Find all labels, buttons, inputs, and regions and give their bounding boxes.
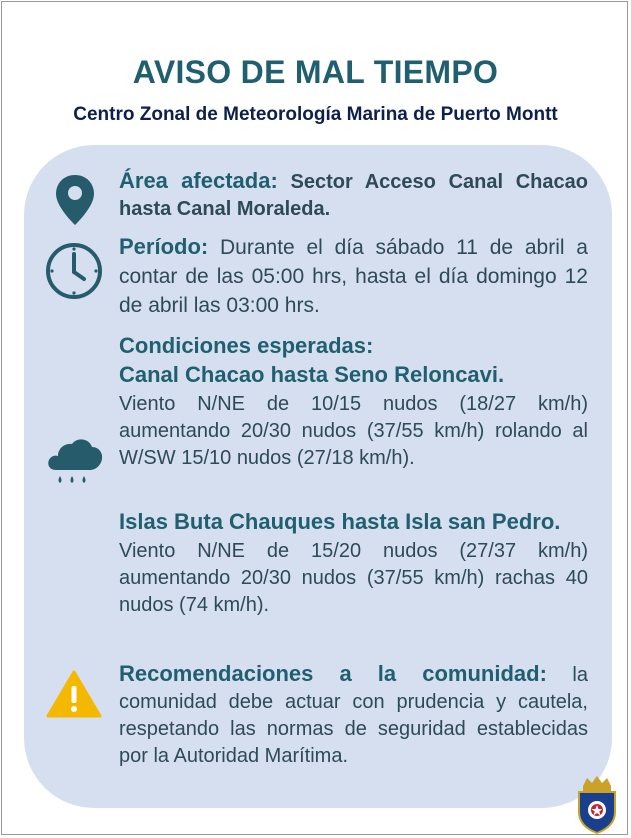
area-section	[119, 167, 588, 223]
zone-1	[119, 360, 588, 472]
condiciones-header	[119, 331, 588, 360]
periodo-text: Durante el día sábado 11 de abril a contar de las 05:00 hrs, hasta el día domingo 12 de abril las 03:00 hrs.	[119, 236, 588, 317]
recomendaciones-label: Recomendaciones a la comunidad:	[119, 661, 547, 686]
warning-icon	[46, 669, 102, 719]
location-pin-icon	[55, 174, 95, 226]
area-text: Sector Acceso Canal Chacao hasta Canal Moraleda.	[119, 171, 588, 220]
zone-1-text: Viento N/NE de 10/15 nudos (18/27 km/h) aumentando 20/30 nudos (37/55 km/h) rolando al W/SW 15/10 nudos (27/18 km/h).	[119, 393, 588, 469]
page-subtitle: Centro Zonal de Meteorología Marina de Puerto Montt	[73, 104, 558, 125]
periodo-label: Período:	[119, 234, 209, 259]
clock-icon	[44, 241, 104, 301]
zone-2	[119, 507, 588, 619]
area-label: Área afectada:	[119, 168, 278, 193]
page-title: AVISO DE MAL TIEMPO	[132, 54, 499, 90]
recomendaciones-section	[119, 660, 588, 770]
condiciones-label: Condiciones esperadas:	[119, 333, 374, 358]
periodo-section	[119, 232, 588, 320]
zone-2-name: Islas Buta Chauques hasta Isla san Pedro.	[119, 509, 561, 534]
rain-cloud-icon	[46, 434, 104, 490]
navy-seal-icon	[575, 774, 619, 834]
zone-1-name: Canal Chacao hasta Seno Reloncavi.	[119, 362, 505, 387]
recomendaciones-text: la comunidad debe actuar con prudencia y cautela, respetando las normas de seguridad establecidas por la Autoridad Marítima.	[119, 664, 588, 767]
zone-2-text: Viento N/NE de 15/20 nudos (27/37 km/h) aumentando 20/30 nudos (37/55 km/h) rachas 40 nudos (74 km/h).	[119, 540, 588, 616]
